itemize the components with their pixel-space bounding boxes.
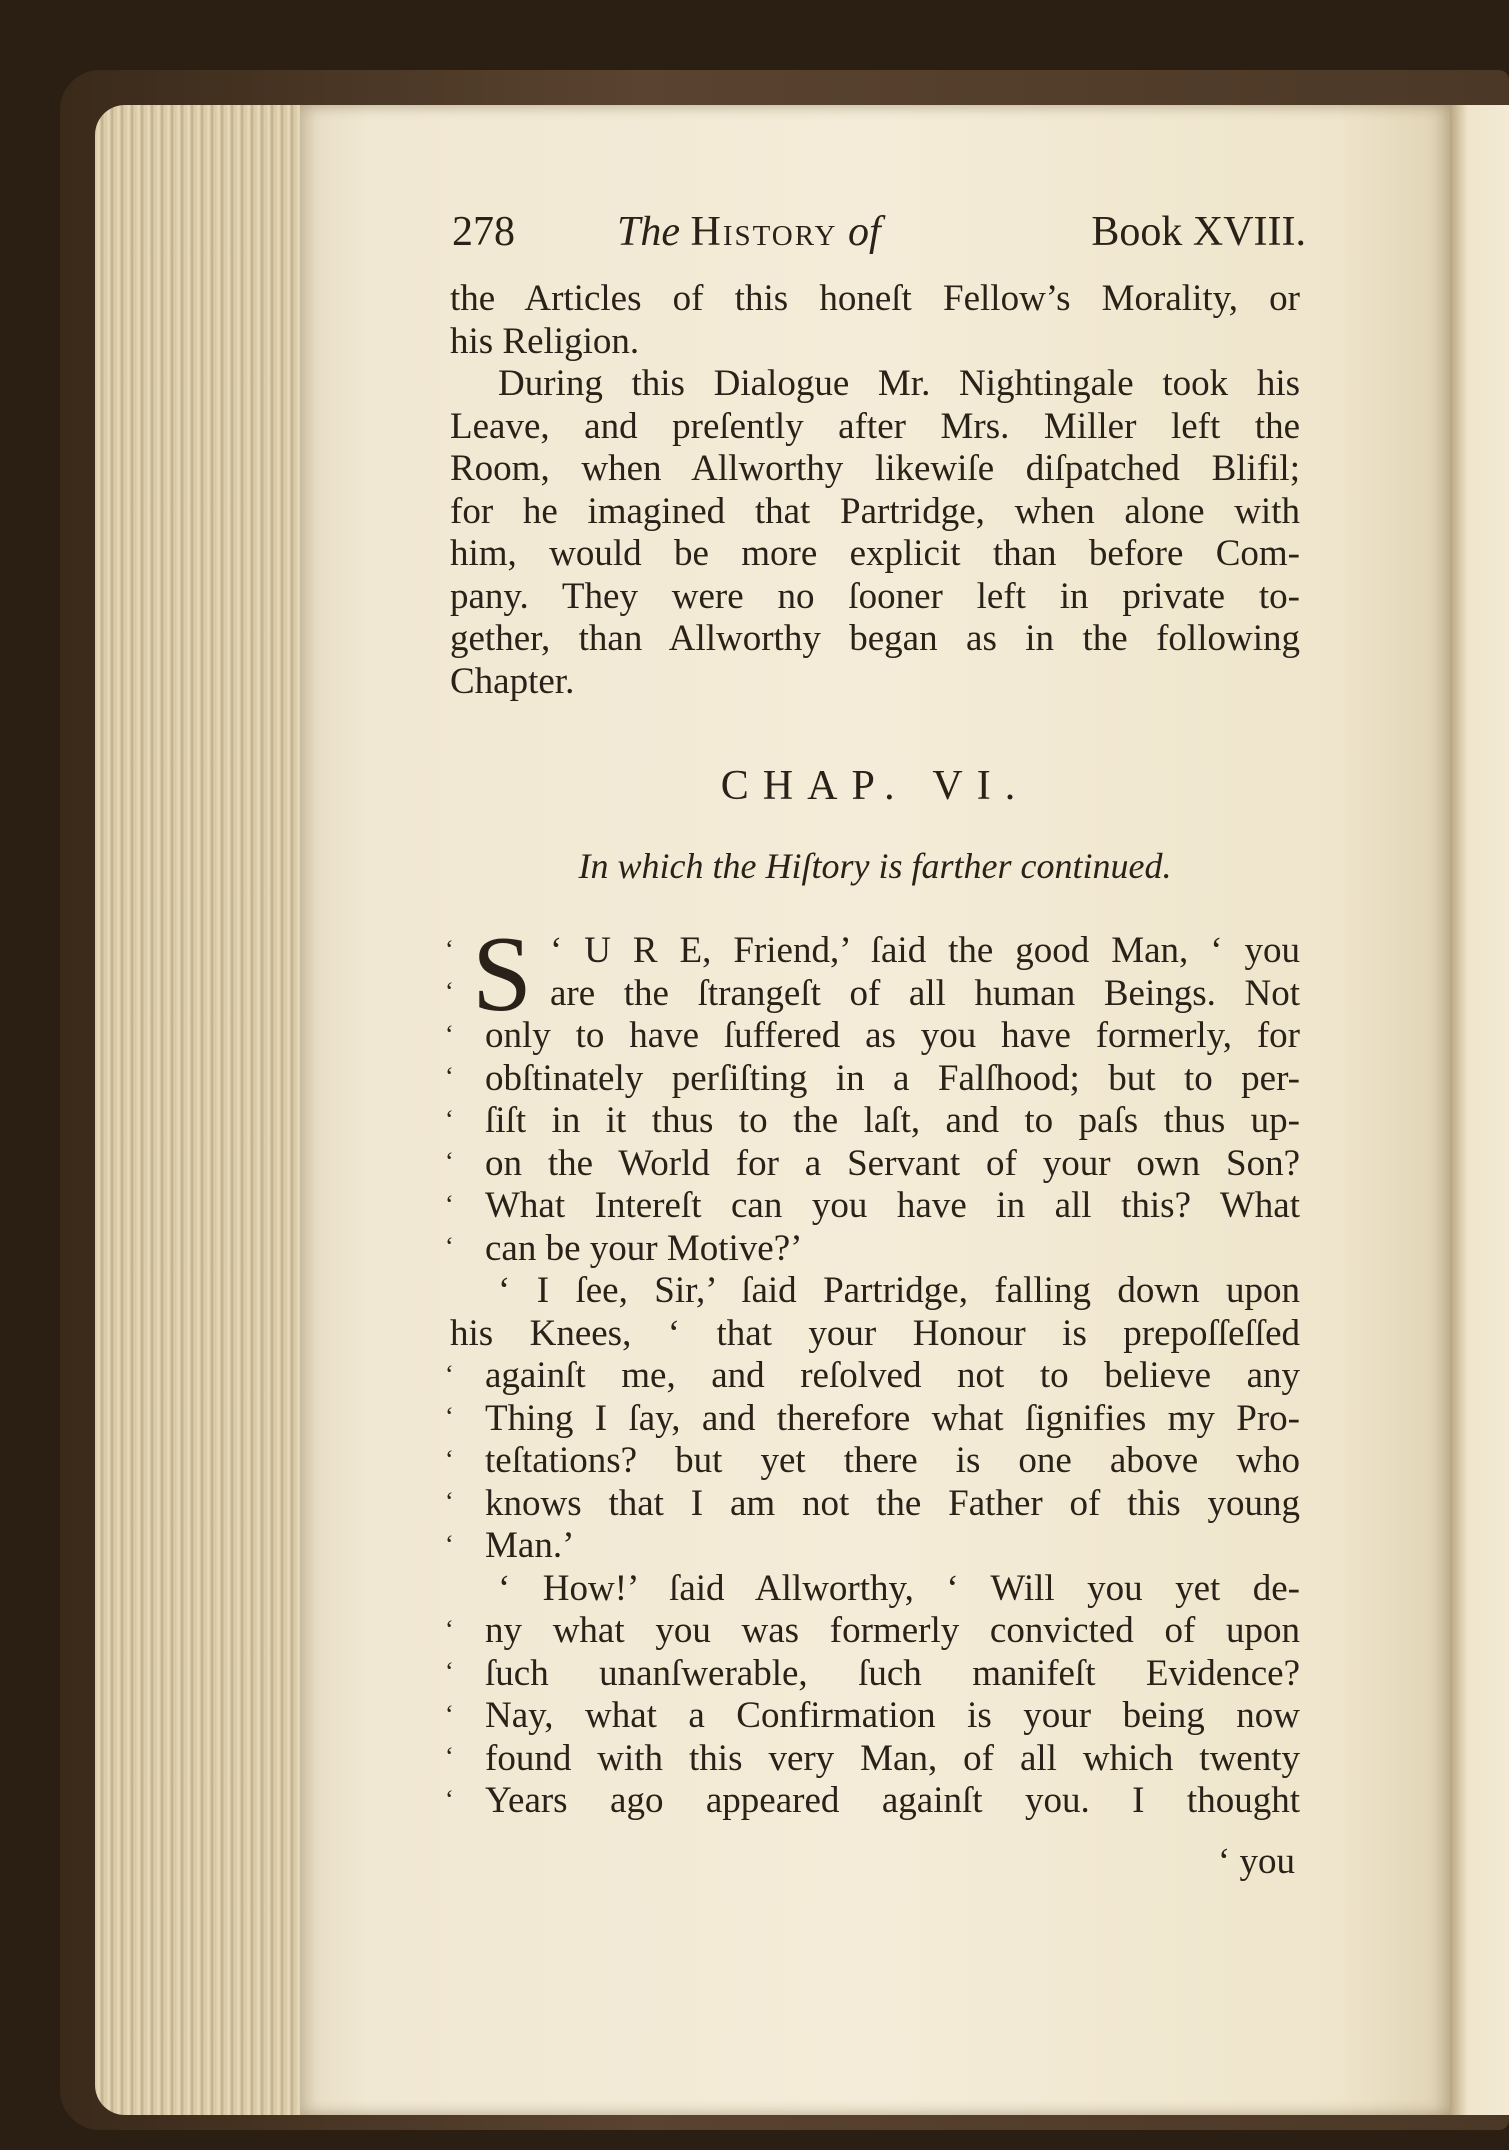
catchword: ‘ you (1217, 1841, 1295, 1882)
partridge-reply (450, 1270, 1300, 1355)
text-line: Chapter. (450, 660, 575, 702)
text-line: only to have ſuffered as you have formerly, for (485, 1015, 1300, 1056)
quote-mark: ‘ (445, 1445, 454, 1474)
quote-mark: ‘ (445, 1062, 454, 1091)
page-number: 278 (452, 209, 515, 255)
partridge-reply-cont (485, 1355, 1300, 1568)
text-line: During this Dialogue Mr. Nightingale took his (498, 363, 1300, 404)
dialogue-dropcap-lines (550, 930, 1300, 1015)
quote-mark: ‘ (445, 1190, 454, 1219)
text-line: pany. They were no ſooner left in private to- (450, 575, 1300, 617)
quote-mark: ‘ (445, 1402, 454, 1431)
text-line: ſuch unanſwerable, ſuch manifeſt Evidence? (485, 1652, 1300, 1694)
chapter-heading: CHAP. VI. (720, 763, 1030, 809)
facing-page-edge (1450, 105, 1509, 2115)
text-line: Leave, and preſently after Mrs. Miller left the (450, 405, 1300, 447)
text-line: for he imagined that Partridge, when alone with (450, 490, 1300, 532)
book-number: Book XVIII. (1091, 209, 1306, 255)
quote-mark: ‘ (445, 1487, 454, 1516)
drop-cap: S (472, 915, 533, 1034)
quote-mark: ‘ (445, 1615, 454, 1644)
allworthy-reply-cont (485, 1610, 1300, 1823)
text-line: gether, than Allworthy began as in the following (450, 618, 1300, 659)
text-line: Man.’ (485, 1525, 575, 1566)
text-line: the Articles of this honeſt Fellow’s Morality, or (450, 278, 1300, 319)
running-head (452, 208, 1306, 258)
intro-text (450, 278, 1300, 363)
quote-mark: ‘ (445, 1657, 454, 1686)
page-edges (95, 105, 325, 2115)
text-line: teſtations? but yet there is one above who (485, 1440, 1300, 1481)
running-title-history: History (690, 209, 838, 255)
quote-mark: ‘ (445, 1232, 454, 1261)
text-line: his Religion. (450, 320, 640, 362)
text-line: What Intereſt can you have in all this? What (485, 1185, 1300, 1226)
paragraph-1 (450, 363, 1300, 703)
quote-mark: ‘ (445, 977, 454, 1006)
running-title-the: The (617, 209, 680, 255)
quote-mark: ‘ (445, 1700, 454, 1729)
dialogue-paragraph (485, 1015, 1300, 1270)
text-line: Years ago appeared againſt you. I thought (485, 1780, 1300, 1821)
text-line: ‘ U R E, Friend,’ ſaid the good Man, ‘ you (550, 930, 1300, 971)
running-title (617, 208, 881, 256)
quote-mark: ‘ (445, 1360, 454, 1389)
chapter-subtitle: In which the Hiſtory is farther continued. (578, 846, 1172, 886)
text-line: obſtinately perſiſting in a Falſhood; but to per- (485, 1057, 1300, 1099)
text-line: can be your Motive?’ (485, 1227, 803, 1269)
quote-mark: ‘ (445, 1785, 454, 1814)
text-line: ſiſt in it thus to the laſt, and to paſs thus up- (485, 1100, 1300, 1141)
text-line: are the ſtrangeſt of all human Beings. Not (550, 972, 1300, 1014)
text-line: Nay, what a Confirmation is your being now (485, 1695, 1300, 1736)
text-line: ‘ How!’ ſaid Allworthy, ‘ Will you yet de- (498, 1568, 1300, 1609)
allworthy-reply (450, 1568, 1300, 1611)
text-line: on the World for a Servant of your own Son? (485, 1142, 1300, 1184)
text-line: knows that I am not the Father of this young (485, 1482, 1300, 1524)
text-line: his Knees, ‘ that your Honour is prepoſſeſſed (450, 1312, 1300, 1354)
quote-mark: ‘ (445, 1147, 454, 1176)
running-title-of: of (847, 209, 881, 255)
quote-mark: ‘ (445, 1530, 454, 1559)
quote-mark: ‘ (445, 1020, 454, 1049)
text-line: Room, when Allworthy likewiſe diſpatched Blifil; (450, 448, 1300, 489)
quote-mark: ‘ (445, 935, 454, 964)
text-line: him, would be more explicit than before Com- (450, 533, 1300, 574)
quote-mark: ‘ (445, 1105, 454, 1134)
text-line: found with this very Man, of all which twenty (485, 1737, 1300, 1779)
text-line: Thing I ſay, and therefore what ſignifies my Pro- (485, 1397, 1300, 1439)
text-line: againſt me, and reſolved not to believe any (485, 1355, 1300, 1396)
quote-mark: ‘ (445, 1742, 454, 1771)
text-line: ny what you was formerly convicted of upon (485, 1610, 1300, 1651)
text-line: ‘ I ſee, Sir,’ ſaid Partridge, falling down upon (498, 1270, 1300, 1311)
